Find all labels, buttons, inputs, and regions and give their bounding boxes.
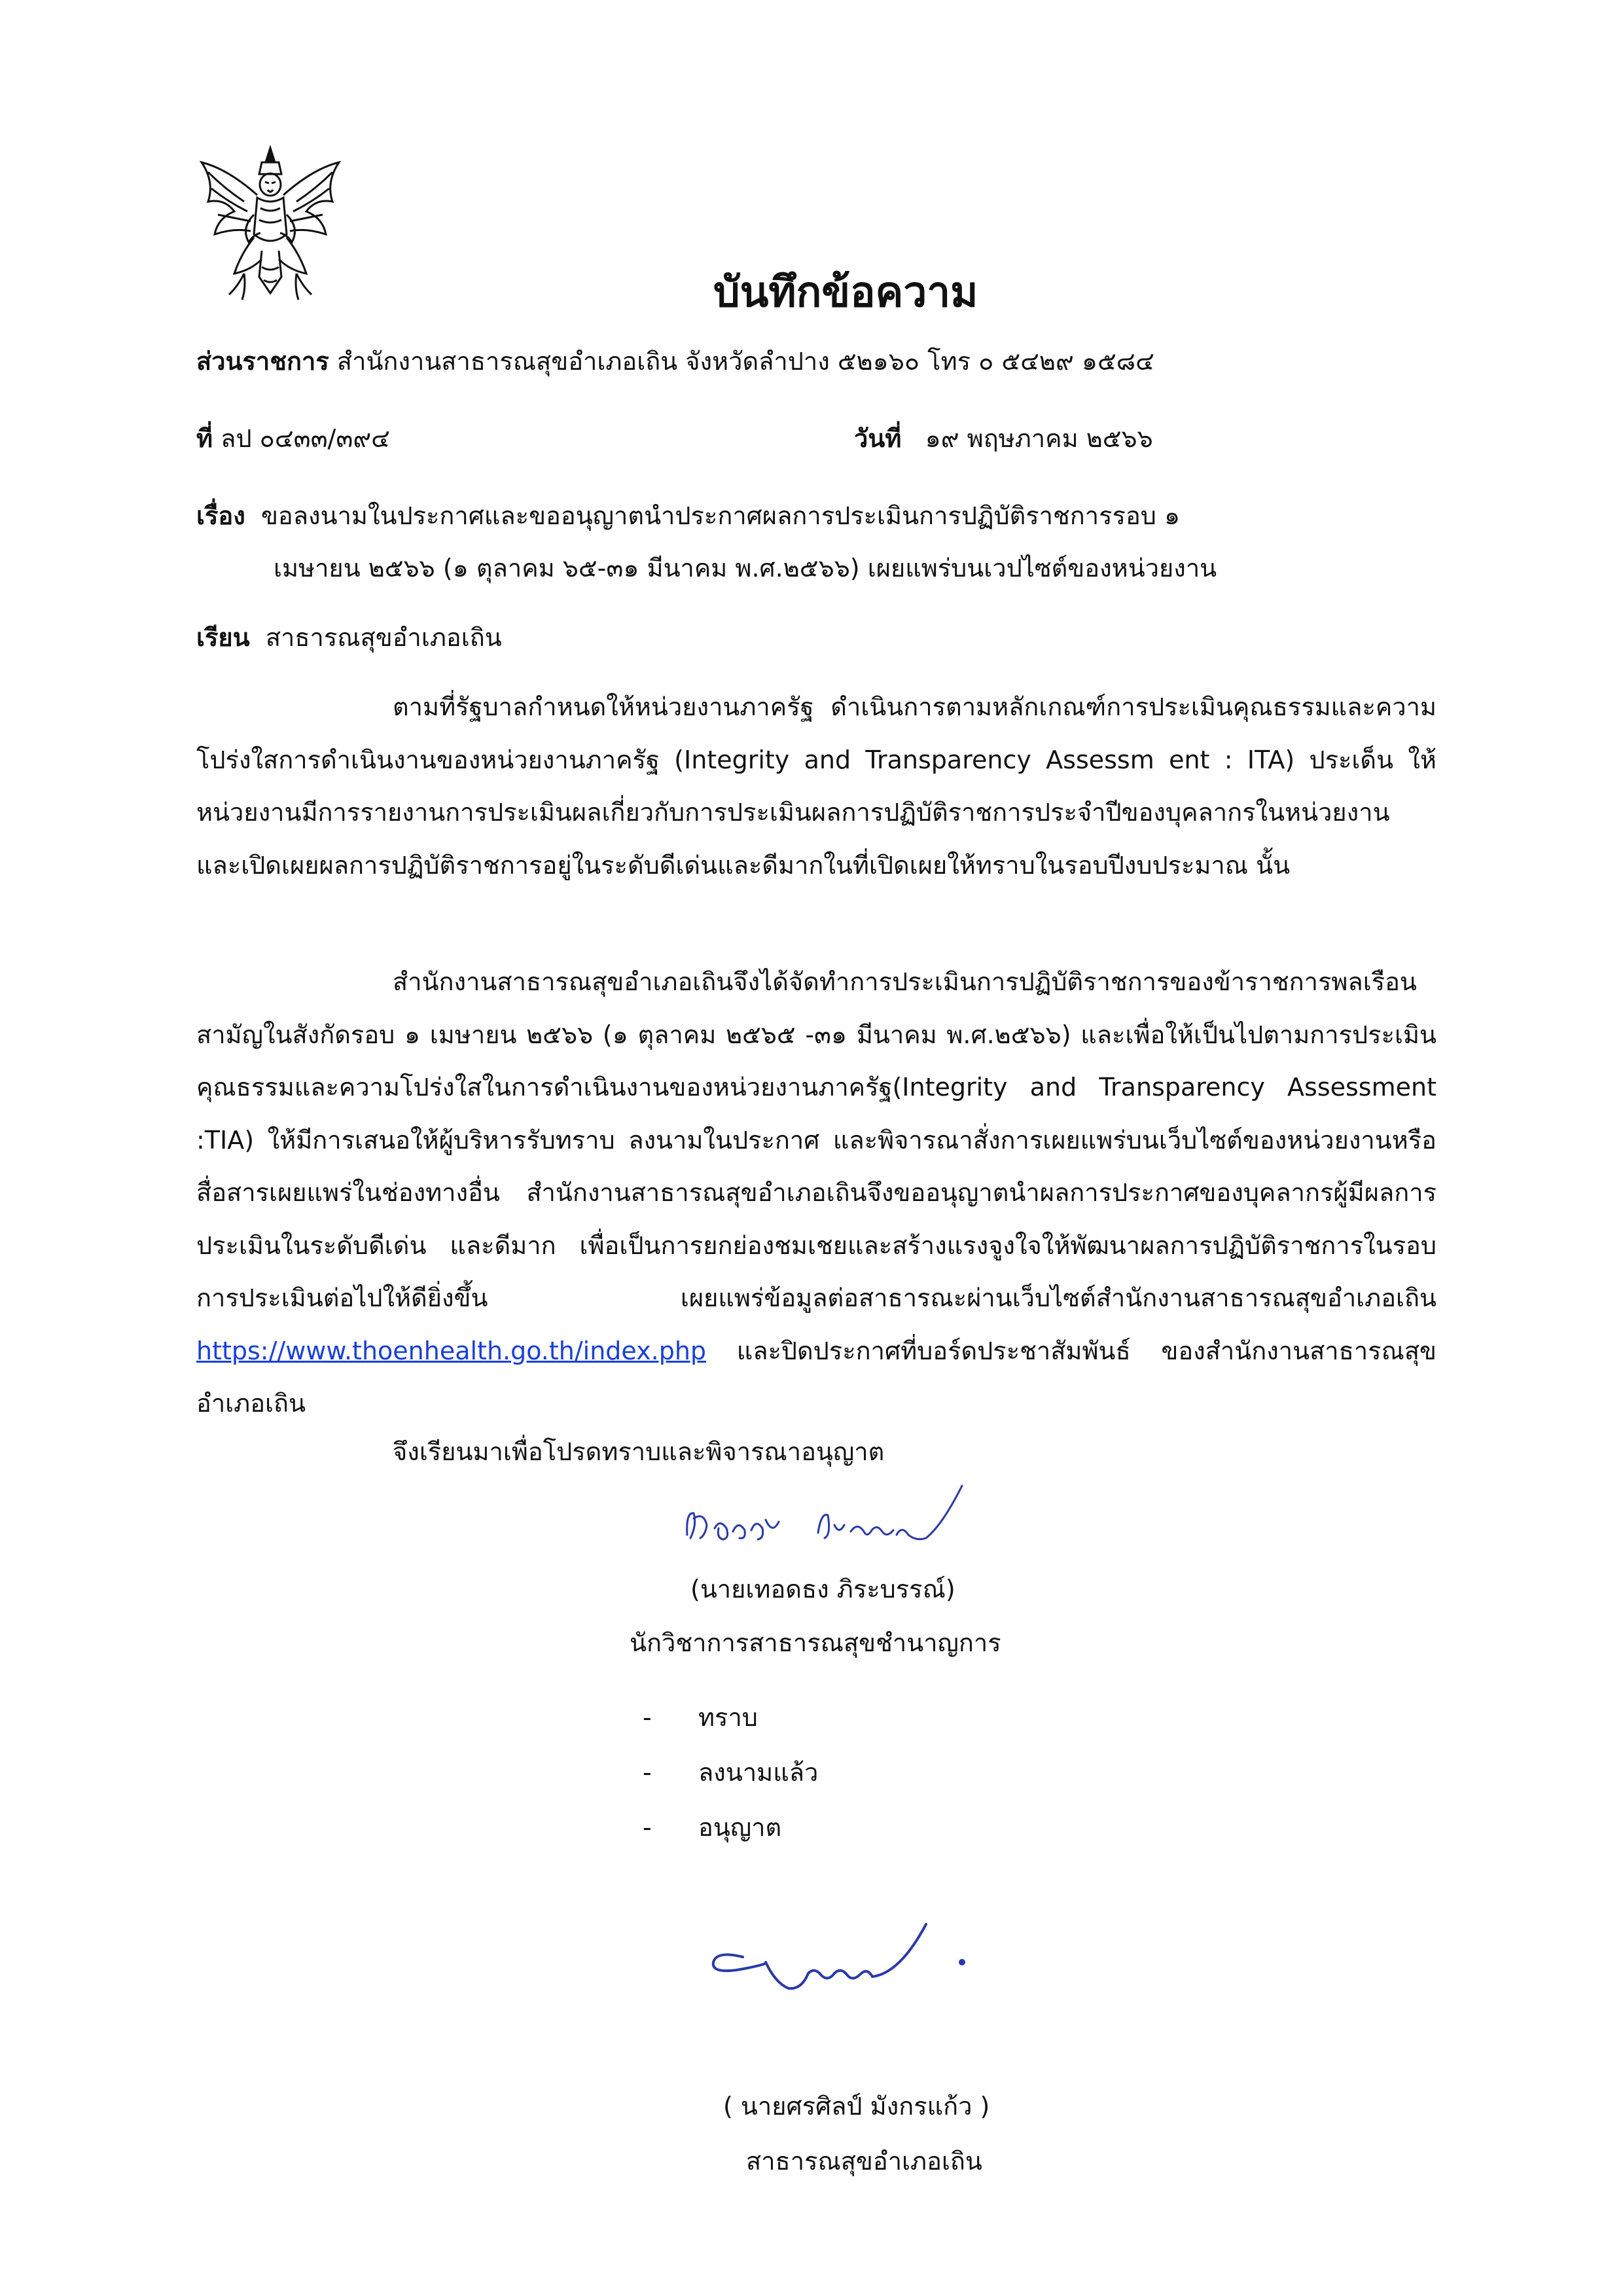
approver-name: ( นายศรศิลป์ มังกรแก้ว ): [723, 2092, 990, 2121]
addressee-line: [196, 618, 502, 657]
subject-text-2: เมษายน ๒๕๖๖ (๑ ตุลาคม ๖๕-๓๑ มีนาคม พ.ศ.๒๕๖๖) เผยแพร่บนเวปไซต์ของหน่วยงาน: [274, 554, 1217, 583]
addressee-value: สาธารณสุขอำเภอเถิน: [265, 623, 502, 652]
date-line: [854, 419, 1153, 458]
option-label: ลงนามแล้ว: [698, 1758, 819, 1787]
option-item: [643, 1698, 758, 1737]
option-bullet: -: [643, 1703, 652, 1732]
agency-line: [196, 342, 1154, 381]
date-label: วันที่: [854, 424, 902, 453]
reference-value: ลป ๐๔๓๓/๓๙๔: [221, 424, 390, 453]
body-paragraph-2-text: สำนักงานสาธารณสุขอำเภอเถินจึงได้จัดทำการประเมินการปฏิบัติราชการของข้าราชการพลเรือนสามัญในสังกัดรอบ ๑ เมษายน ๒๕๖๖ (๑ ตุลาคม ๒๕๖๕ -๓๑ มีนาคม พ.ศ.๒๕๖๖) และเพื่อให้เป็นไปตามการประเมินคุณธรรมและความโปร่งใสในการดำเนินงานของหน่วยงานภาครัฐ(Integrity and Transparency Assessment :TIA) ให้มีการเสนอให้ผู้บริหารรับทราบ ลงนามในประกาศ และพิจารณาสั่งการเผยแพร่บนเว็บไซต์ของหน่วยงานหรือสื่อสารเผยแพร่ในช่องทางอื่น สำนักงานสาธารณสุขอำเภอเถินจึงขออนุญาตนำผลการประกาศของบุคลากรผู้มีผลการประเมินในระดับดีเด่น และดีมาก เพื่อเป็นการยกย่องชมเชยและสร้างแรงจูงใจให้พัฒนาผลการปฏิบัติราชการในรอบการประเมินต่อไปให้ดียิ่งขึ้น เผยแพร่ข้อมูลต่อสาธารณะผ่านเว็บไซต์สำนักงานสาธารณสุขอำเภอเถิน: [196, 967, 1436, 1312]
subject-line-1: [196, 496, 1180, 535]
approver-signature: [704, 1911, 991, 2009]
website-link[interactable]: https://www.thoenhealth.go.th/index.php: [196, 1336, 707, 1365]
body-paragraph-2: [196, 956, 1436, 1430]
subject-text-1: ขอลงนามในประกาศและขออนุญาตนำประกาศผลการประเมินการปฏิบัติราชการรอบ ๑: [260, 501, 1181, 530]
subject-label: เรื่อง: [196, 501, 245, 530]
option-bullet: -: [643, 1813, 652, 1842]
sender-name: (นายเทอดธง ภิระบรรณ์): [690, 1575, 955, 1604]
memo-title: บันทึกข้อความ: [713, 268, 978, 317]
option-item: [643, 1753, 818, 1792]
garuda-emblem-icon: [188, 143, 352, 306]
option-label: ทราบ: [698, 1703, 758, 1732]
date-value: ๑๙ พฤษภาคม ๒๕๖๖: [925, 424, 1153, 453]
agency-label: ส่วนราชการ: [196, 347, 329, 376]
body-paragraph-1: ตามที่รัฐบาลกำหนดให้หน่วยงานภาครัฐ ดำเนินการตามหลักเกณฑ์การประเมินคุณธรรมและความโปร่งใสการดำเนินงานของหน่วยงานภาครัฐ (Integrity and Transparency Assessm ent : ITA) ประเด็น ให้หน่วยงานมีการรายงานการประเมินผลเกี่ยวกับการประเมินผลการปฏิบัติราชการประจำปีของบุคลากรในหน่วยงาน และเปิดเผยผลการปฏิบัติราชการอยู่ในระดับดีเด่นและดีมากในที่เปิดเผยให้ทราบในรอบปีงบประมาณ นั้น: [196, 692, 1436, 880]
option-label: อนุญาต: [698, 1813, 782, 1842]
sender-signature: [668, 1473, 995, 1558]
closing-line: จึงเรียนมาเพื่อโปรดทราบและพิจารณาอนุญาต: [393, 1437, 885, 1466]
approver-position: สาธารณสุขอำเภอเถิน: [746, 2147, 982, 2176]
body-paragraph-2-tail: และปิดประกาศที่บอร์ดประชาสัมพันธ์ ของสำนักงานสาธารณสุขอำเภอเถิน: [196, 1336, 1436, 1418]
addressee-label: เรียน: [196, 623, 250, 652]
option-item: [643, 1808, 781, 1847]
reference-line: [196, 419, 390, 458]
option-bullet: -: [643, 1758, 652, 1787]
agency-value: สำนักงานสาธารณสุขอำเภอเถิน จังหวัดลำปาง ๕๒๑๖๐ โทร ๐ ๕๔๒๙ ๑๕๘๔: [336, 347, 1154, 376]
reference-label: ที่: [196, 424, 213, 453]
sender-position: นักวิชาการสาธารณสุขชำนาญการ: [630, 1628, 1001, 1657]
